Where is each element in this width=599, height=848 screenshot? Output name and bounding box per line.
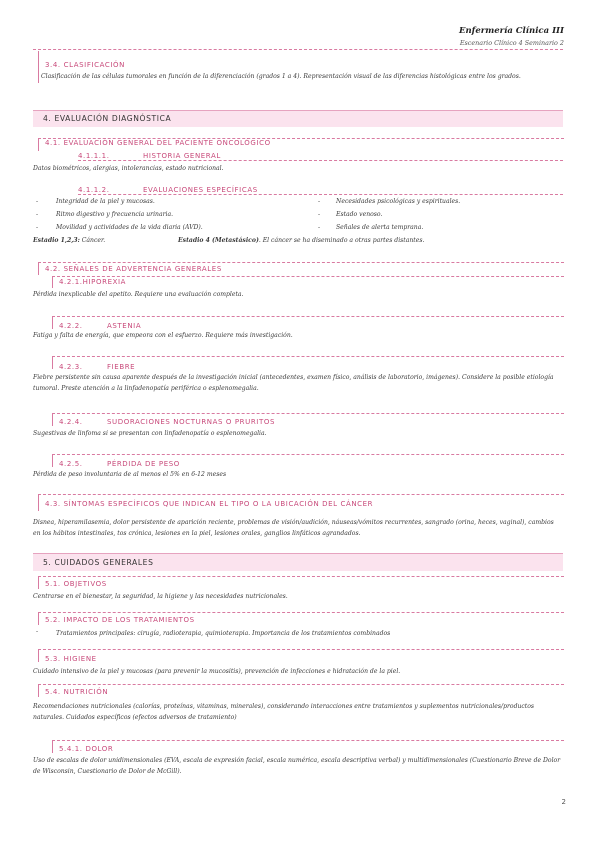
- section-5-3-text: Cuidado intensivo de la piel y mucosas (para prevenir la mucositis), prevención de infecciones e hidratación de la piel.: [33, 668, 401, 675]
- section-5-4-1-box: [52, 740, 564, 753]
- section-5-4-1-text: Uso de escalas de dolor unidimensionales (EVA, escala de expresión facial, escala numérica, escala descriptiva verbal) y multidimensionales (Cuestionario Breve de Dolor de Wisconsin, Cuestionario de Dolor de McGill).: [33, 757, 561, 776]
- section-4-2-5-box: [52, 454, 564, 467]
- section-5-2-text: Tratamientos principales: cirugía, radioterapia, quimioterapia. Importancia de los tratamientos combinados: [56, 630, 391, 637]
- section-4-2-2-num: 4.2.2.: [59, 322, 83, 330]
- stage-4-line: [178, 237, 424, 244]
- stage-4-label: Estadio 4 (Metastásico): [178, 237, 259, 244]
- list-item-right-2: Estado venoso.: [336, 211, 383, 218]
- bullet-left-3: -: [36, 224, 39, 231]
- section-4-1-1-2-title: EVALUACIONES ESPECÍFICAS: [143, 186, 258, 194]
- section-5-heading: 5. CUIDADOS GENERALES: [43, 558, 154, 567]
- section-4-2-2-title: ASTENIA: [107, 322, 142, 330]
- stage-1-text: Cáncer.: [81, 237, 106, 244]
- list-item-left-3: Movilidad y actividades de la vida diaria (AVD).: [56, 224, 203, 231]
- stage-4-text: . El cáncer se ha diseminado a otras partes distantes.: [258, 237, 425, 244]
- section-3-4-text: Clasificación de las células tumorales en función de la diferenciación (grados 1 a 4). Representación visual de las diferencias histológicas entre los grados.: [41, 73, 521, 80]
- bullet-left-1: -: [36, 198, 39, 205]
- section-4-2-3-text: Fiebre persistente sin causa aparente después de la investigación inicial (antecedentes, examen físico, análisis de laboratorio, imágenes). Considere la posible etiología tumoral. Preste atención a la linfadenopatía periférica o esplenomegalia.: [33, 374, 554, 393]
- section-4-2-1-box: [52, 276, 564, 288]
- bullet-5-2: -: [36, 628, 39, 635]
- section-4-2-4-text: Sugestivas de linfoma si se presentan con linfadenopatía o esplenomegalia.: [33, 430, 267, 437]
- section-4-3-heading: 4.3. SÍNTOMAS ESPECÍFICOS QUE INDICAN EL TIPO O LA UBICACIÓN DEL CÁNCER: [45, 500, 374, 508]
- section-4-2-4-title: SUDORACIONES NOCTURNAS O PRURITOS: [107, 418, 275, 426]
- section-4-1-heading: 4.1. EVALUACIÓN GENERAL DEL PACIENTE ONCOLÓGICO: [45, 139, 271, 147]
- list-item-left-1: Integridad de la piel y mucosas.: [56, 198, 155, 205]
- section-4-1-1-1-text: Datos biométricos, alergias, intolerancias, estado nutricional.: [33, 165, 224, 172]
- list-item-right-1: Necesidades psicológicas y espirituales.: [336, 198, 461, 205]
- bullet-right-3: -: [318, 224, 321, 231]
- section-4-3-box: [38, 494, 564, 511]
- section-4-2-5-text: Pérdida de peso involuntaria de al menos el 5% en 6-12 meses: [33, 471, 227, 478]
- section-5-4-heading: 5.4. NUTRICIÓN: [45, 688, 109, 696]
- stage-1-line: [33, 237, 105, 244]
- list-item-right-3: Señales de alerta temprana.: [336, 224, 424, 231]
- section-4-2-3-box: [52, 356, 564, 369]
- section-4-2-5-title: PÉRDIDA DE PESO: [107, 460, 180, 468]
- section-4-band: [33, 110, 563, 127]
- section-4-2-5-num: 4.2.5.: [59, 460, 83, 468]
- section-3-4: [38, 51, 564, 83]
- section-4-1-1-2-num: 4.1.1.2.: [78, 186, 110, 194]
- page-number: 2: [561, 798, 566, 806]
- section-5-3-box: [38, 649, 564, 662]
- section-5-1-heading: 5.1. OBJETIVOS: [45, 580, 107, 588]
- section-4-2-4-box: [52, 413, 564, 426]
- document-title: Enfermería Clínica III: [459, 26, 564, 36]
- section-4-2-box: [38, 262, 564, 275]
- section-5-1-text: Centrarse en el bienestar, la seguridad, la higiene y las necesidades nutricionales.: [33, 593, 288, 600]
- header-rule: [33, 49, 563, 50]
- section-4-1-box: [38, 138, 564, 151]
- section-3-4-heading: 3.4. CLASIFICACIÓN: [45, 61, 125, 69]
- section-5-4-box: [38, 684, 564, 697]
- section-4-2-2-text: Fatiga y falta de energía, que empeora con el esfuerzo. Requiere más investigación.: [33, 332, 293, 339]
- section-5-3-heading: 5.3. HIGIENE: [45, 655, 97, 663]
- section-4-2-heading: 4.2. SEÑALES DE ADVERTENCIA GENERALES: [45, 265, 222, 273]
- section-4-3-text: Disnea, hiperamilasemia, dolor persistente de aparición reciente, problemas de visión/audición, náuseas/vómitos recurrentes, sangrado (orina, heces, vaginal), cambios en los hábitos intestinales, tos crónica, lesiones en la piel, lesiones orales, ganglios linfáticos agrandados.: [33, 519, 554, 538]
- section-5-band: [33, 553, 563, 571]
- section-5-1-box: [38, 576, 564, 589]
- rule-4-1-1-2: [78, 194, 563, 195]
- rule-4-1-1-1: [78, 160, 563, 161]
- section-5-2-box: [38, 612, 564, 625]
- stage-1-label: Estadio 1,2,3:: [33, 237, 80, 244]
- section-4-2-3-title: FIEBRE: [107, 363, 136, 371]
- section-5-2-heading: 5.2. IMPACTO DE LOS TRATAMIENTOS: [45, 616, 195, 624]
- bullet-left-2: -: [36, 211, 39, 218]
- section-5-4-1-heading: 5.4.1. DOLOR: [59, 745, 114, 753]
- section-4-2-2-box: [52, 316, 564, 329]
- section-4-2-4-num: 4.2.4.: [59, 418, 83, 426]
- section-4-1-1-1-num: 4.1.1.1.: [78, 152, 110, 160]
- section-5-4-text: Recomendaciones nutricionales (calorías, proteínas, vitaminas, minerales), considerando interacciones entre tratamientos y suplementos nutricionales/productos naturales. Cuidados específicos (efectos adversos de tratamiento): [33, 703, 535, 722]
- bullet-right-1: -: [318, 198, 321, 205]
- section-4-2-1-text: Pérdida inexplicable del apetito. Requiere una evaluación completa.: [33, 291, 244, 298]
- bullet-right-2: -: [318, 211, 321, 218]
- section-4-2-3-num: 4.2.3.: [59, 363, 83, 371]
- document-subtitle: Escenario Clínico 4 Seminario 2: [459, 39, 564, 47]
- section-4-2-1-heading: 4.2.1.HIPOREXIA: [59, 278, 127, 286]
- list-item-left-2: Ritmo digestivo y frecuencia urinaria.: [56, 211, 174, 218]
- section-4-1-1-1-title: HISTORIA GENERAL: [143, 152, 221, 160]
- section-4-heading: 4. EVALUACIÓN DIAGNÓSTICA: [43, 114, 172, 123]
